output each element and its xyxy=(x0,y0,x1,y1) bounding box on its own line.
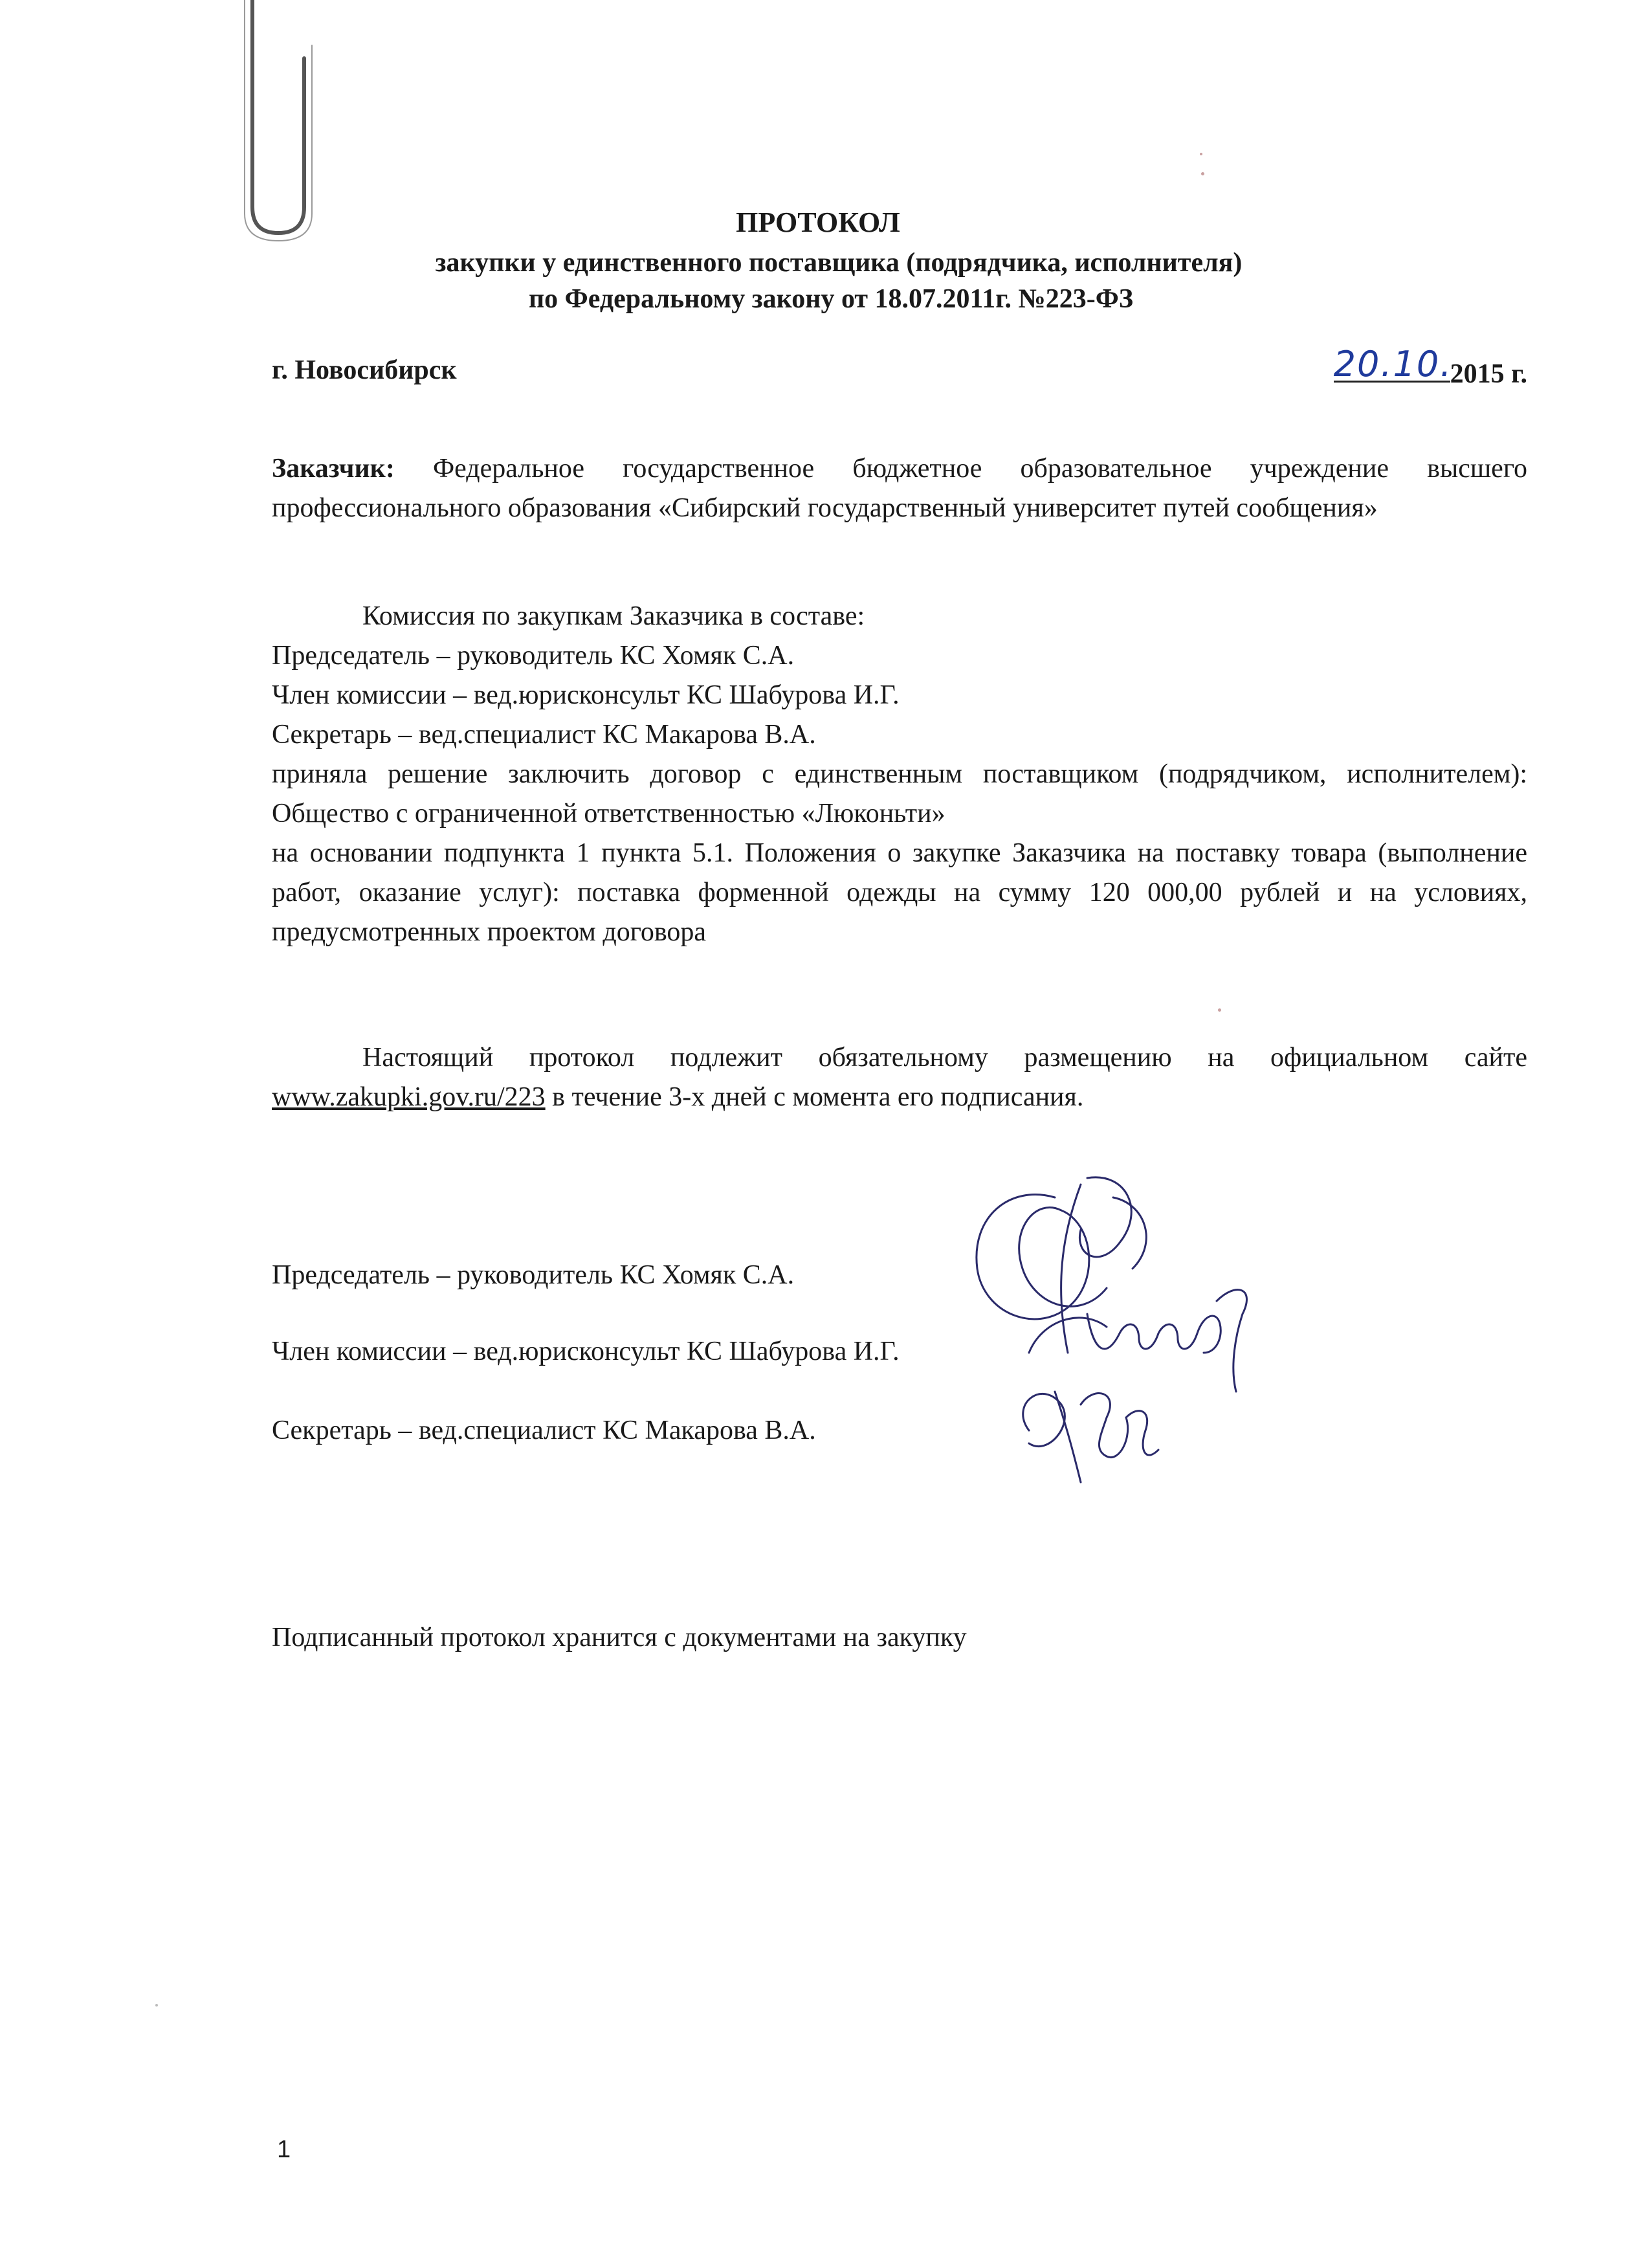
signatory-chairman: Председатель – руководитель КС Хомяк С.А. xyxy=(272,1260,795,1290)
basis-paragraph: на основании подпункта 1 пункта 5.1. Положения о закупке Заказчика на поставку товара (выполнение работ, оказание услуг): поставка форменной одежды на сумму 120 000,00 рублей и на условиях, предусмотренных проектом договора xyxy=(272,838,1527,947)
decision-paragraph: приняла решение заключить договор с единственным поставщиком (подрядчиком, исполнителем): Общество с ограниченной ответственностью «Люконьти» xyxy=(272,759,1527,828)
commission-intro: Комиссия по закупкам Заказчика в составе: xyxy=(362,601,865,631)
notice-text-after: в течение 3-х дней с момента его подписания. xyxy=(545,1082,1084,1112)
notice-paragraph xyxy=(272,1038,1527,1117)
document-title: ПРОТОКОЛ xyxy=(736,206,900,238)
zakupki-link[interactable]: www.zakupki.gov.ru/223 xyxy=(272,1082,546,1112)
notice-text-before: Настоящий протокол подлежит обязательному размещению на официальном сайте xyxy=(362,1043,1527,1073)
scan-speck xyxy=(1218,1008,1221,1012)
scan-speck xyxy=(1200,153,1202,155)
city-date-line xyxy=(272,344,1527,395)
document-subtitle-line2: по Федеральному закону от 18.07.2011г. №223-ФЗ xyxy=(528,284,1133,314)
handwritten-signatures xyxy=(932,1159,1268,1495)
member-chairman: Председатель – руководитель КС Хомяк С.А. xyxy=(272,641,795,671)
handwritten-date: 20.10. xyxy=(1333,344,1453,384)
page-number: 1 xyxy=(277,2136,291,2163)
signatory-secretary: Секретарь – вед.специалист КС Макарова В.А. xyxy=(272,1416,816,1445)
document-date xyxy=(1333,344,1527,390)
city-name: г. Новосибирск xyxy=(272,355,457,385)
date-year: 2015 г. xyxy=(1450,359,1527,389)
signatory-member: Член комиссии – вед.юрисконсульт КС Шабурова И.Г. xyxy=(272,1337,900,1366)
customer-paragraph xyxy=(272,449,1527,528)
scan-speck xyxy=(1201,172,1204,175)
customer-label: Заказчик: xyxy=(272,454,395,484)
storage-note: Подписанный протокол хранится с документами на закупку xyxy=(272,1623,967,1652)
commission-section xyxy=(272,597,1527,952)
member-secretary: Секретарь – вед.специалист КС Макарова В.А. xyxy=(272,720,816,750)
member-commission: Член комиссии – вед.юрисконсульт КС Шабурова И.Г. xyxy=(272,680,900,710)
document-subtitle-line1: закупки у единственного поставщика (подрядчика, исполнителя) xyxy=(435,248,1243,278)
customer-text: Федеральное государственное бюджетное образовательное учреждение высшего профессионального образования «Сибирский государственный университет путей сообщения» xyxy=(272,454,1528,523)
scan-speck xyxy=(155,2004,158,2007)
